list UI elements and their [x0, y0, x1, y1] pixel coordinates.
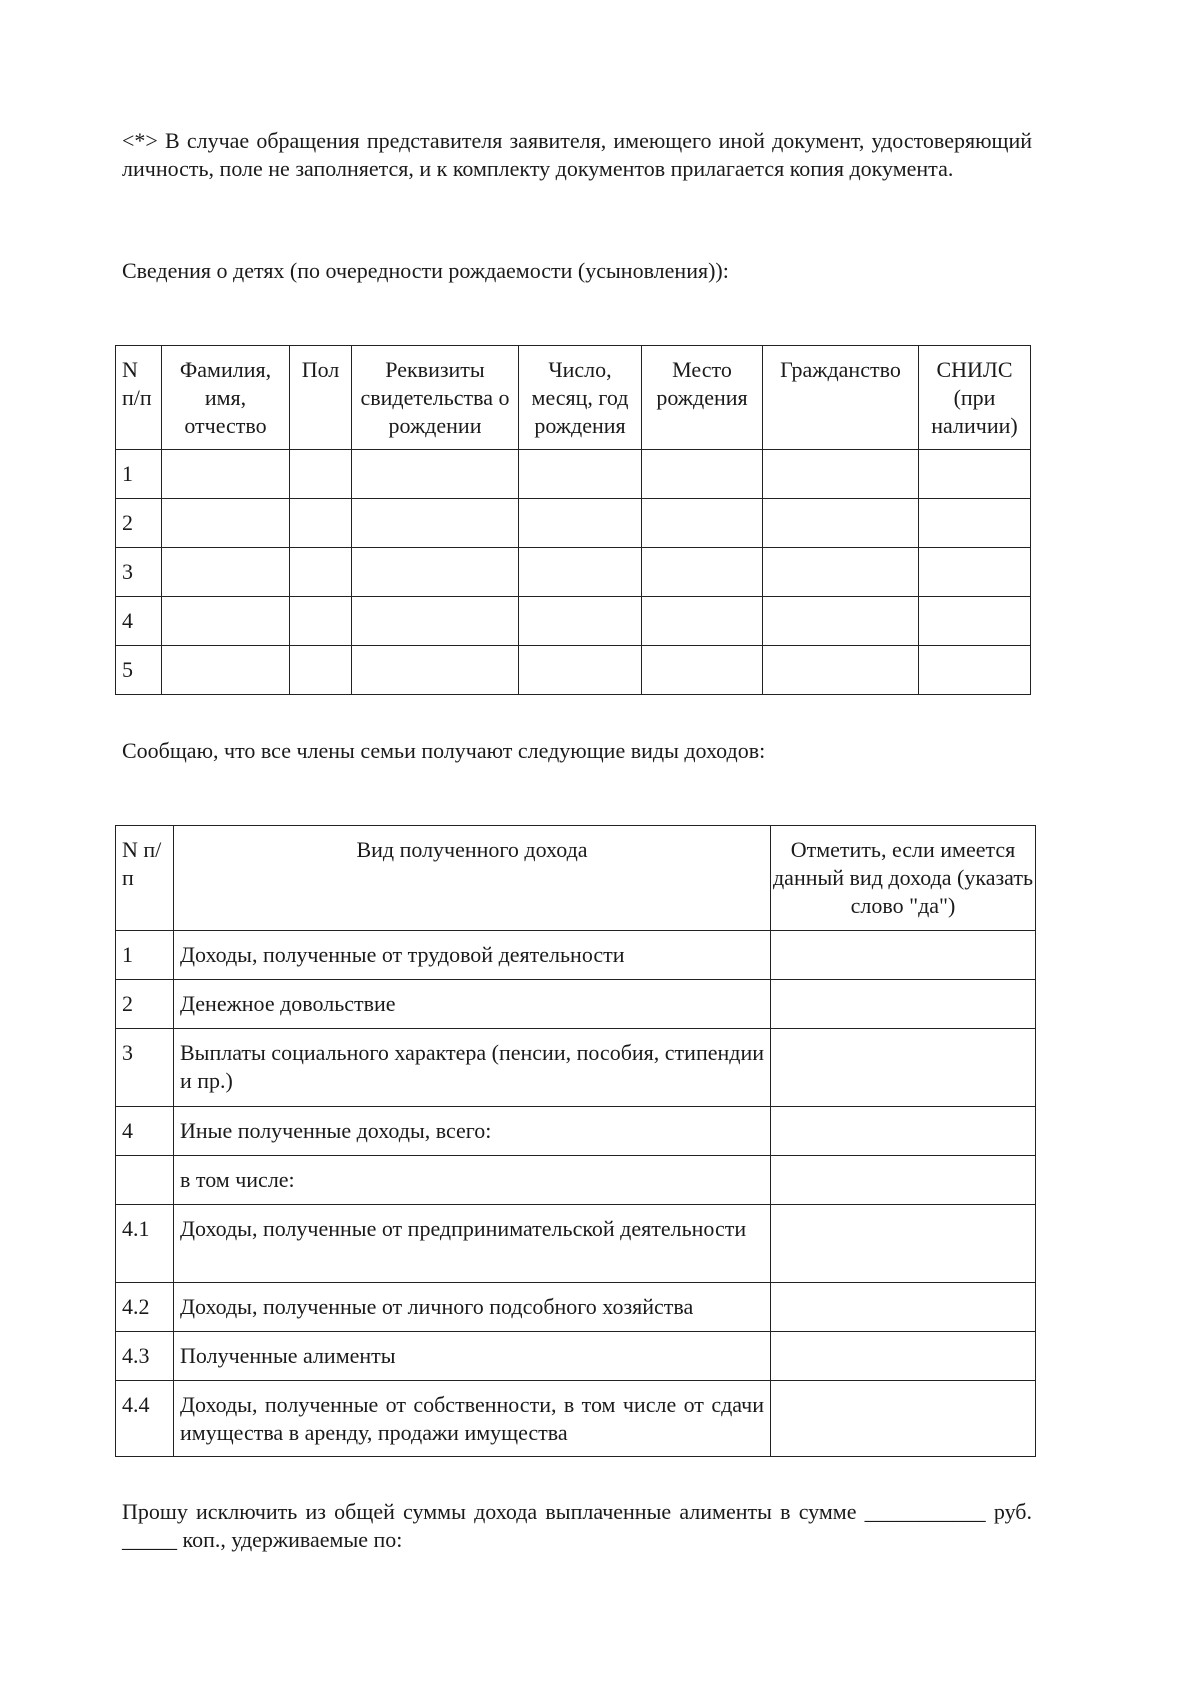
- col-header-snils: СНИЛС (при наличии): [919, 346, 1031, 450]
- snils-cell[interactable]: [919, 646, 1031, 695]
- birth-certificate-cell[interactable]: [352, 499, 519, 548]
- snils-cell[interactable]: [919, 548, 1031, 597]
- mark-cell[interactable]: [771, 1107, 1036, 1156]
- income-table-header-row: [116, 826, 1036, 931]
- mark-cell[interactable]: [771, 980, 1036, 1029]
- sex-cell[interactable]: [290, 548, 352, 597]
- full-name-cell[interactable]: [162, 597, 290, 646]
- birth-date-cell[interactable]: [519, 597, 642, 646]
- mark-cell[interactable]: [771, 1156, 1036, 1205]
- mark-cell[interactable]: [771, 1205, 1036, 1283]
- row-number: 3: [116, 548, 162, 597]
- table-row: [116, 1332, 1036, 1381]
- row-number: 4: [116, 1107, 174, 1156]
- birth-place-cell[interactable]: [642, 450, 763, 499]
- row-number: 3: [116, 1029, 174, 1107]
- col-header-birth-place: Место рождения: [642, 346, 763, 450]
- snils-cell[interactable]: [919, 450, 1031, 499]
- children-section-heading: Сведения о детях (по очередности рождаемости (усыновления)):: [122, 258, 729, 283]
- citizenship-cell[interactable]: [763, 548, 919, 597]
- row-number: [116, 1156, 174, 1205]
- col-header-mark: Отметить, если имеется данный вид дохода (указать слово "да"): [771, 826, 1036, 931]
- table-row: [116, 1029, 1036, 1107]
- table-row: [116, 1205, 1036, 1283]
- snils-cell[interactable]: [919, 499, 1031, 548]
- snils-cell[interactable]: [919, 597, 1031, 646]
- birth-place-cell[interactable]: [642, 597, 763, 646]
- mark-cell[interactable]: [771, 1283, 1036, 1332]
- table-row: [116, 499, 1031, 548]
- col-header-birth-certificate: Реквизиты свидетельства о рождении: [352, 346, 519, 450]
- income-type-cell: Выплаты социального характера (пенсии, пособия, стипендии и пр.): [174, 1029, 771, 1107]
- income-type-cell: Доходы, полученные от собственности, в том числе от сдачи имущества в аренду, продажи имущества: [174, 1381, 771, 1457]
- income-type-cell: Полученные алименты: [174, 1332, 771, 1381]
- full-name-cell[interactable]: [162, 548, 290, 597]
- citizenship-cell[interactable]: [763, 646, 919, 695]
- table-row: [116, 931, 1036, 980]
- sex-cell[interactable]: [290, 450, 352, 499]
- children-table: [115, 345, 1031, 695]
- table-row: [116, 450, 1031, 499]
- citizenship-cell[interactable]: [763, 597, 919, 646]
- income-type-cell: Иные полученные доходы, всего:: [174, 1107, 771, 1156]
- col-header-number: N п/п: [116, 346, 162, 450]
- row-number: 5: [116, 646, 162, 695]
- table-row: [116, 646, 1031, 695]
- income-type-cell: в том числе:: [174, 1156, 771, 1205]
- income-table: [115, 825, 1036, 1457]
- birth-place-cell[interactable]: [642, 548, 763, 597]
- full-name-cell[interactable]: [162, 646, 290, 695]
- sex-cell[interactable]: [290, 597, 352, 646]
- sex-cell[interactable]: [290, 499, 352, 548]
- alimony-request: Прошу исключить из общей суммы дохода выплаченные алименты в сумме ___________ руб. _____ коп., удерживаемые по:: [122, 1499, 1032, 1552]
- table-row: [116, 1283, 1036, 1332]
- col-header-sex: Пол: [290, 346, 352, 450]
- full-name-cell[interactable]: [162, 499, 290, 548]
- birth-certificate-cell[interactable]: [352, 548, 519, 597]
- full-name-cell[interactable]: [162, 450, 290, 499]
- sex-cell[interactable]: [290, 646, 352, 695]
- row-number: 4.2: [116, 1283, 174, 1332]
- income-section-heading: Сообщаю, что все члены семьи получают следующие виды доходов:: [122, 738, 766, 763]
- children-table-header-row: [116, 346, 1031, 450]
- col-header-birth-date: Число, месяц, год рождения: [519, 346, 642, 450]
- birth-date-cell[interactable]: [519, 646, 642, 695]
- table-row: [116, 1156, 1036, 1205]
- footnote: <*> В случае обращения представителя заявителя, имеющего иной документ, удостоверяющий личность, поле не заполняется, и к комплекту документов прилагается копия документа.: [122, 128, 1032, 181]
- row-number: 4: [116, 597, 162, 646]
- row-number: 4.4: [116, 1381, 174, 1457]
- income-type-cell: Доходы, полученные от трудовой деятельности: [174, 931, 771, 980]
- birth-date-cell[interactable]: [519, 499, 642, 548]
- col-header-income-type: Вид полученного дохода: [174, 826, 771, 931]
- birth-date-cell[interactable]: [519, 548, 642, 597]
- birth-date-cell[interactable]: [519, 450, 642, 499]
- mark-cell[interactable]: [771, 1029, 1036, 1107]
- birth-certificate-cell[interactable]: [352, 597, 519, 646]
- income-type-cell: Денежное довольствие: [174, 980, 771, 1029]
- citizenship-cell[interactable]: [763, 450, 919, 499]
- birth-place-cell[interactable]: [642, 646, 763, 695]
- birth-certificate-cell[interactable]: [352, 450, 519, 499]
- citizenship-cell[interactable]: [763, 499, 919, 548]
- table-row: [116, 597, 1031, 646]
- mark-cell[interactable]: [771, 1381, 1036, 1457]
- row-number: 4.1: [116, 1205, 174, 1283]
- table-row: [116, 1381, 1036, 1457]
- table-row: [116, 980, 1036, 1029]
- col-header-full-name: Фамилия, имя, отчество: [162, 346, 290, 450]
- col-header-number: N п/п: [116, 826, 174, 931]
- row-number: 4.3: [116, 1332, 174, 1381]
- row-number: 1: [116, 931, 174, 980]
- income-type-cell: Доходы, полученные от личного подсобного хозяйства: [174, 1283, 771, 1332]
- row-number: 2: [116, 499, 162, 548]
- birth-place-cell[interactable]: [642, 499, 763, 548]
- table-row: [116, 548, 1031, 597]
- mark-cell[interactable]: [771, 1332, 1036, 1381]
- row-number: 2: [116, 980, 174, 1029]
- col-header-citizenship: Гражданство: [763, 346, 919, 450]
- birth-certificate-cell[interactable]: [352, 646, 519, 695]
- table-row: [116, 1107, 1036, 1156]
- row-number: 1: [116, 450, 162, 499]
- mark-cell[interactable]: [771, 931, 1036, 980]
- income-type-cell: Доходы, полученные от предпринимательской деятельности: [174, 1205, 771, 1283]
